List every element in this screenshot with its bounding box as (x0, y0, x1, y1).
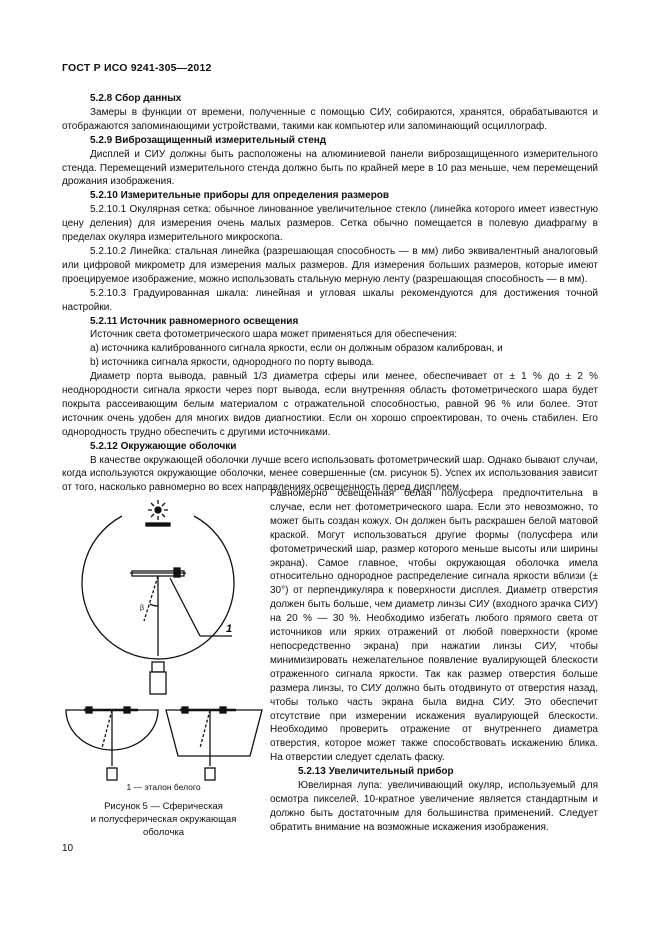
section-5-2-12-title: 5.2.12 Окружающие оболочки (90, 440, 237, 452)
lamp-icon (146, 500, 170, 526)
section-5-2-10-3-text: 5.2.10.3 Градуированная шкала: линейная и угловая шкалы рекомендуются для достижения точной настройки. (62, 287, 598, 313)
section-5-2-9-text: Дисплей и СИУ должны быть расположены на алюминиевой панели виброзащищенного измерительного стенда. Перемещений измерительного стенда должно быть по крайней мере в 10 раз меньше, чем перемещений дрожания изображения. (62, 148, 598, 188)
box-enclosure-right (166, 707, 262, 780)
section-5-2-10-1-text: 5.2.10.1 Окулярная сетка: обычное линованное увеличительное стекло (линейка которого имеет известную цену деления) для измерения очень малых размеров. Сетка обычно помещается в полевую диафрагму в пределах окуляра измерительного микроскопа. (62, 204, 598, 244)
figure-callout-label: 1 (226, 623, 233, 635)
figure-caption-line-3: оболочка (142, 827, 185, 838)
right-text-block (270, 487, 598, 835)
section-5-2-8-title: 5.2.8 Сбор данных (90, 93, 182, 104)
section-5-2-13-title: 5.2.13 Увеличительный прибор (298, 766, 454, 778)
page-number: 10 (62, 843, 74, 854)
section-5-2-9-title: 5.2.9 Виброзащищенный измерительный стенд (90, 134, 327, 146)
section-5-2-12-text-2: Равномерно освещенная белая полусфера предпочтительна в случае, если нет фотометрического шара. Если это невозможно, то может быть создан кожух. Он должен быть раскрашен белой матовой краской. Могут использоваться другие формы (полусфера или фотометрический шар, размер которого меньше высоты или ширины экрана). Самое главное, чтобы окружающая оболочка имела относительно однородное распределение сигнала яркости вблизи (± 30°) от перпендикуляра к поверхности дисплея. Диаметр отверстия должен быть больше, чем диаметр линзы СИУ (входного зрачка СИУ) на 20 % — 30 %. Необходимо избегать любого прямого света от источников или ярких отражений от любой поверхности (кроме непосредственно экрана) при нажатии линзы СИУ, чтобы минимизировать нежелательное появление вуалирующей блескости отраженного сигнала яркости. Так как размер отверстия больше размера линзы, то СИУ должно быть отодвинуто от отверстия назад, чтобы только часть экрана была видна СИУ. Это обеспечит отсутствие при измерении искажения вуалирующей блескости. Необходимо проверить отражение от внутреннего диаметра отверстия, которое может также способствовать искажению блика. На отверстии следует сделать фаску. (270, 488, 598, 764)
list-item-a: a) источника калиброванного сигнала яркости, если он должным образом калиброван, и (90, 343, 503, 355)
callout-leader (170, 578, 200, 636)
section-5-2-10-title: 5.2.10 Измерительные приборы для определения размеров (90, 190, 390, 202)
section-5-2-13-text: Ювелирная лупа: увеличивающий окуляр, используемый для осмотра пикселей. 10-кратное увеличение является стандартным и должно быть достаточным для большинства применений. Следует обратить внимание на возможные искажения изображения. (270, 780, 598, 833)
figure-legend: 1 — эталон белого (126, 782, 201, 792)
figure-caption-line-2: и полусферическая окружающая (90, 814, 237, 825)
section-5-2-11-title: 5.2.11 Источник равномерного освещения (90, 315, 299, 327)
figure-caption-line-1: Рисунок 5 — Сферическая (104, 801, 223, 812)
list-item-b: b) источника сигнала яркости, однородного по порту вывода. (90, 357, 375, 369)
section-5-2-8-text: Замеры в функции от времени, полученные с помощью СИУ, собираются, хранятся, обрабатываются и отображаются запоминающими устройствами, такими как компьютер или запоминающий осциллограф. (62, 106, 598, 132)
running-header: ГОСТ Р ИСО 9241-305—2012 (62, 62, 212, 74)
section-5-2-12-text-1: В качестве окружающей оболочки лучше всего использовать фотометрический шар. Однако бывают случаи, когда используются окружающие оболочки, менее совершенные (см. рисунок 5). Успех их использования зависит от того, насколько равномерно во всех направлениях освещенность перед дисплеем. (62, 454, 598, 494)
section-5-2-10-2-text: 5.2.10.2 Линейка: стальная линейка (разрешающая способность — в мм) либо эквивалентный аналоговый или цифровой микрометр для измерения малых размеров. Для измерения больших размеров, которые имеют проецируемое изображение, можно использовать стальную мерную ленту (разрешающая способность — в мм). (62, 245, 598, 285)
hemisphere-left (66, 707, 158, 780)
main-text-block (62, 92, 598, 495)
section-5-2-11-intro: Источник света фотометрического шара может применяться для обеспечения: (90, 329, 458, 341)
camera-icon (150, 662, 166, 694)
section-5-2-11-text: Диаметр порта вывода, равный 1/3 диаметра сферы или менее, обеспечивает от ± 1 % до ± 2 % неоднородности сигнала яркости через порт вывода, если внутренняя область фотометрического шара будет покрыта рассеивающим белым материалом с отражательной способностью, равной 96 % или более. Этот источник очень удобен для многих видов диагностики. Если он хорошо спроектирован, то очень стабилен. Его однородность трудно обеспечить с другими источниками. (62, 371, 598, 438)
svg-text:β: β (140, 605, 145, 612)
display-inside-sphere (130, 568, 186, 656)
